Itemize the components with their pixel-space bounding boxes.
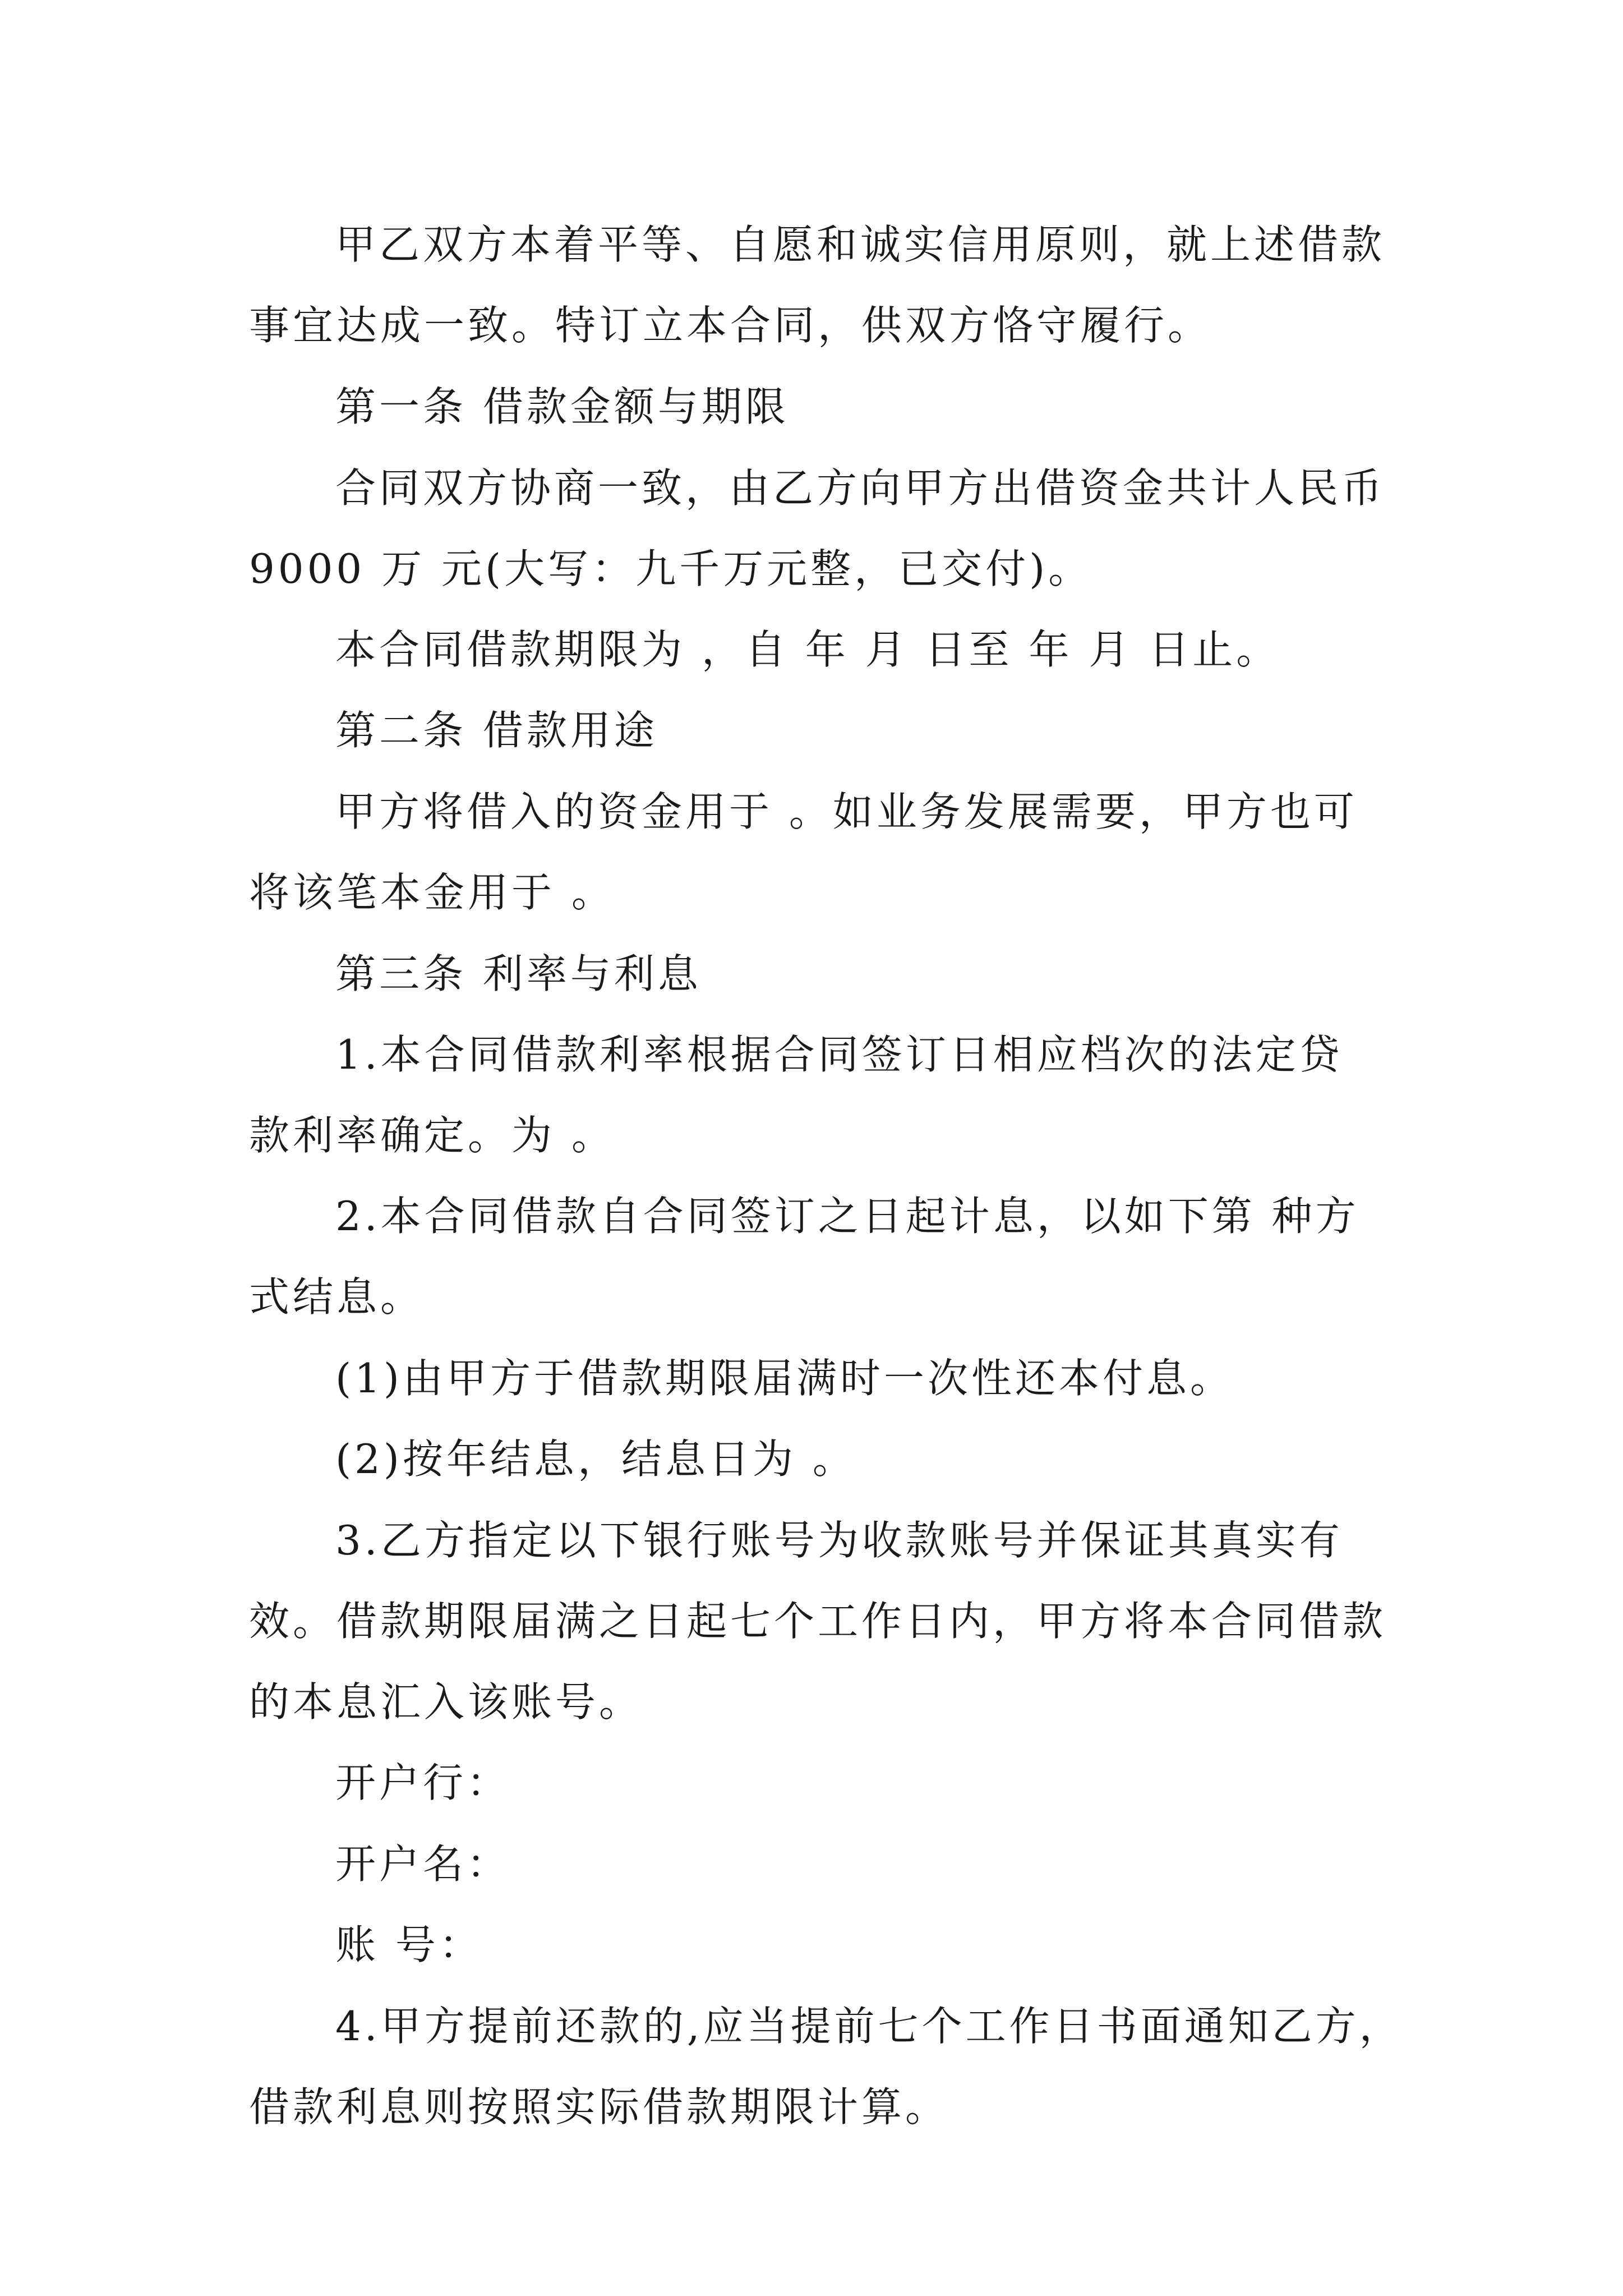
article-2-paragraph-line-1: 甲方将借入的资金用于 。如业务发展需要，甲方也可 (335, 788, 1358, 835)
article-1-paragraph-1-line-2: 9000 万 元(大写：九千万元整，已交付)。 (249, 545, 1092, 592)
article-2-paragraph-line-2: 将该笔本金用于 。 (249, 869, 615, 916)
article-3-item-4-line-1: 4.甲方提前还款的,应当提前七个工作日书面通知乙方， (335, 2003, 1403, 2050)
article-3-option-1: (1)由甲方于借款期限届满时一次性还本付息。 (335, 1355, 1234, 1402)
article-3-item-1-line-2: 款利率确定。为 。 (249, 1112, 615, 1159)
intro-line-2: 事宜达成一致。特订立本合同，供双方恪守履行。 (249, 302, 1212, 349)
article-3-item-1-line-1: 1.本合同借款利率根据合同签订日相应档次的法定贷 (335, 1031, 1343, 1078)
article-3-item-3-line-1: 3.乙方指定以下银行账号为收款账号并保证其真实有 (335, 1517, 1343, 1564)
article-3-item-3-line-3: 的本息汇入该账号。 (249, 1678, 643, 1726)
account-number-label: 账 号： (335, 1921, 483, 1968)
article-1-paragraph-1-line-1: 合同双方协商一致，由乙方向甲方出借资金共计人民币 (335, 464, 1386, 512)
article-1-paragraph-2: 本合同借款期限为 ，自 年 月 日至 年 月 日止。 (335, 626, 1280, 673)
bank-name-label: 开户行： (335, 1759, 511, 1806)
article-3-heading: 第三条 利率与利息 (335, 950, 702, 997)
article-3-item-3-line-2: 效。借款期限届满之日起七个工作日内，甲方将本合同借款 (249, 1598, 1387, 1645)
article-1-heading: 第一条 借款金额与期限 (335, 383, 789, 430)
article-3-item-2-line-1: 2.本合同借款自合同签订之日起计息，以如下第 种方 (335, 1193, 1359, 1240)
account-name-label: 开户名： (335, 1841, 511, 1888)
article-3-option-2: (2)按年结息，结息日为 。 (335, 1435, 856, 1483)
intro-line-1: 甲乙双方本着平等、自愿和诚实信用原则，就上述借款 (335, 221, 1386, 268)
article-3-item-2-line-2: 式结息。 (249, 1273, 425, 1320)
article-2-heading: 第二条 借款用途 (335, 707, 658, 754)
article-3-item-4-line-2: 借款利息则按照实际借款期限计算。 (249, 2083, 949, 2131)
